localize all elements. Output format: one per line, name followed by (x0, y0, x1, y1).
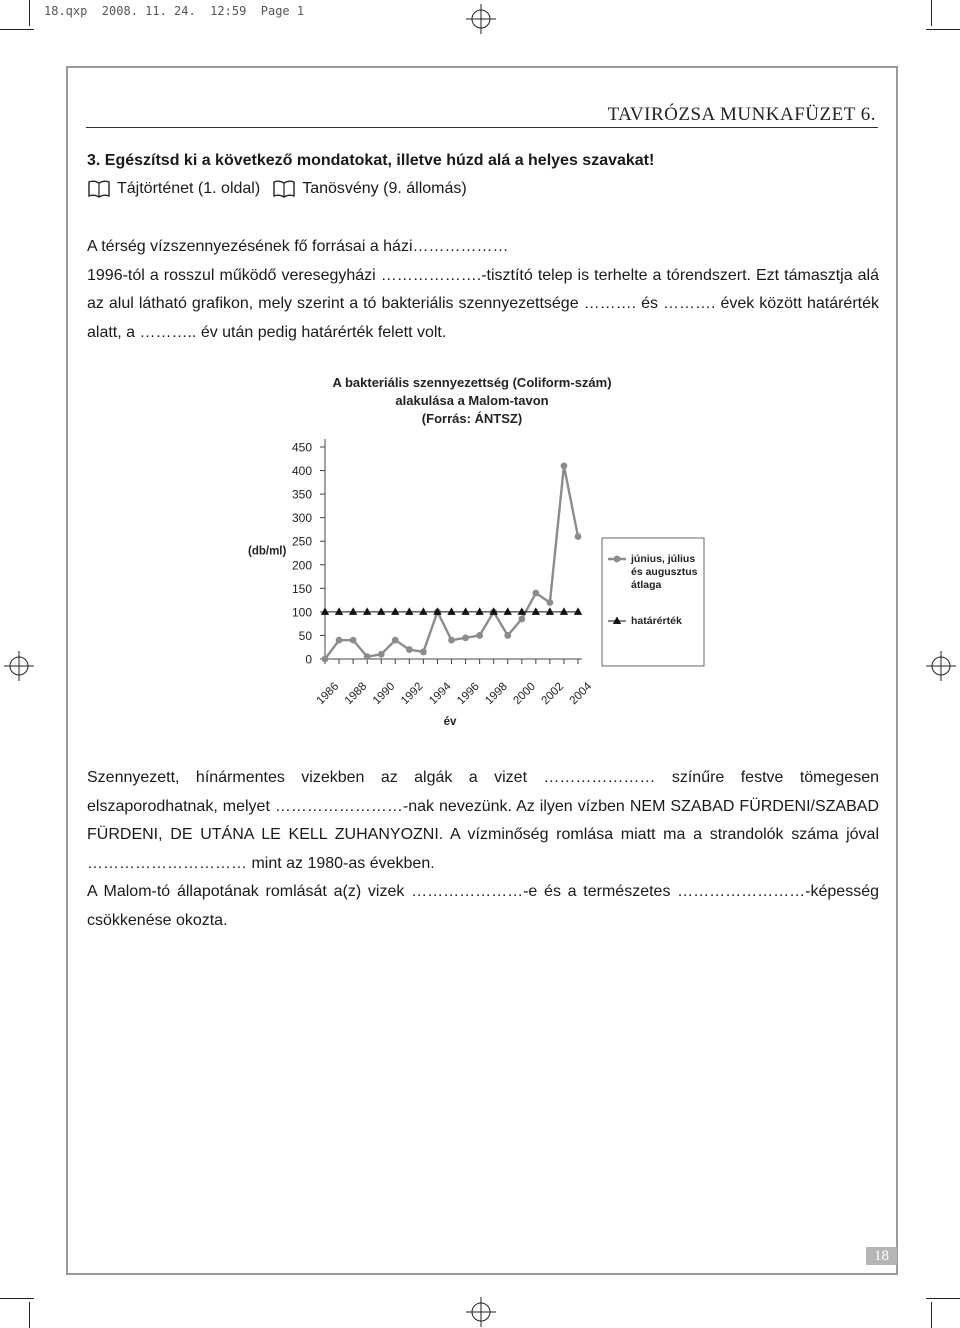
data-point-average (561, 462, 568, 469)
data-point-limit (447, 607, 455, 615)
registration-mark-right (926, 651, 956, 681)
y-axis-label: (db/ml) (248, 545, 287, 558)
data-point-average (364, 653, 371, 660)
exercise-text: 1996-tól a rosszul működő veresegyházi ……………….-tisztító telep is terhelte a tórendszert. Ezt támasztja alá az alul látható grafikon, mely szerint a tó bakteriális szennyezettsége ………. és ………. évek között határérték alatt, a ……….. év után pedig határérték felett volt. (87, 266, 879, 341)
source-item (272, 179, 467, 199)
crop-mark (931, 1302, 932, 1328)
header-divider (86, 127, 878, 128)
data-point-limit (504, 607, 512, 615)
book-icon (87, 179, 111, 199)
running-head: TAVIRÓZSA MUNKAFÜZET 6. (607, 104, 876, 125)
x-tick-label: 2004 (567, 680, 595, 708)
y-tick-label: 0 (305, 652, 312, 667)
source-label: Tanösvény (9. állomás) (302, 180, 467, 197)
task-title: 3. Egészítsd ki a következő mondatokat, illetve húzd alá a helyes szavakat! (87, 152, 655, 169)
exercise-text: Szennyezett, hínármentes vizekben az algák a vizet ………………… színűre festve tömegesen elszaporodhatnak, melyet ……………………-nak nevezünk. Az ilyen vízben NEM SZABAD FÜRDENI/SZABAD FÜRDENI, DE UTÁNA LE KELL ZUHANYOZNI. A vízminőség romlása miatt ma a strandolók száma jóval ………………………… mint az 1980-as években. (87, 769, 879, 872)
data-point-average (336, 637, 343, 644)
data-point-limit (321, 607, 329, 615)
registration-mark-left (4, 651, 34, 681)
x-axis-label: év (443, 716, 457, 728)
source-label: Tájtörténet (1. oldal) (117, 180, 261, 197)
registration-mark-top (466, 4, 496, 34)
exercise-line: A térség vízszennyezésének fő forrásai a házi……………… (87, 238, 509, 255)
y-tick-label: 150 (291, 581, 312, 596)
registration-mark-bottom (466, 1297, 496, 1327)
x-tick-label: 1994 (427, 680, 454, 708)
crop-mark (926, 29, 960, 30)
data-point-limit (349, 607, 357, 615)
page-number: 18 (866, 1247, 897, 1265)
x-tick-label: 1996 (455, 680, 482, 708)
x-tick-label: 1990 (370, 680, 398, 708)
data-point-average (546, 599, 553, 606)
crop-mark (926, 1298, 960, 1299)
data-point-limit (419, 607, 427, 615)
data-point-limit (546, 607, 554, 615)
exercise-text: A Malom-tó állapotának romlását a(z) vizek …………………-e és a természetes ……………………-képesség csökkenése okozta. (87, 883, 879, 929)
data-point-limit (363, 607, 371, 615)
data-point-average (378, 651, 385, 658)
x-tick-label: 1992 (398, 680, 426, 708)
legend-label-average: átlaga (631, 579, 662, 591)
data-point-limit (560, 607, 568, 615)
crop-mark (29, 1302, 30, 1328)
chart-title: (Forrás: ÁNTSZ) (421, 411, 523, 426)
y-tick-label: 200 (291, 558, 312, 573)
data-point-average (406, 646, 413, 653)
crop-mark (931, 0, 932, 26)
legend-label-average: június, július (631, 553, 696, 565)
data-point-limit (475, 607, 483, 615)
crop-mark (29, 0, 30, 26)
x-tick-label: 2000 (511, 680, 538, 708)
exercise-paragraph-2 (87, 764, 879, 935)
data-point-average (476, 632, 483, 639)
y-tick-label: 450 (291, 440, 312, 455)
x-tick-label: 1998 (483, 680, 510, 708)
data-point-average (448, 637, 455, 644)
chart-title: A bakteriális szennyezettség (Coliform-szám) (332, 375, 612, 390)
y-tick-label: 350 (291, 487, 312, 502)
data-point-limit (574, 607, 582, 615)
crop-mark (0, 29, 34, 30)
y-tick-label: 300 (291, 511, 312, 526)
data-point-average (532, 590, 539, 597)
bacterial-pollution-chart (240, 370, 720, 740)
series-line-average (325, 466, 578, 659)
exercise-paragraph-1 (87, 233, 879, 347)
y-tick-label: 50 (298, 628, 312, 643)
source-references (87, 179, 479, 199)
data-point-limit (405, 607, 413, 615)
legend-marker-average (614, 556, 621, 563)
data-point-limit (391, 607, 399, 615)
data-point-average (575, 533, 582, 540)
data-point-average (504, 632, 511, 639)
legend-label-limit: határérték (631, 615, 682, 627)
source-item (87, 179, 260, 199)
data-point-average (462, 634, 469, 641)
print-header: 18.qxp 2008. 11. 24. 12:59 Page 1 (44, 4, 305, 18)
x-tick-label: 1986 (314, 680, 342, 708)
data-point-average (518, 616, 525, 623)
legend-label-average: és augusztus (631, 566, 698, 578)
data-point-average (350, 637, 357, 644)
x-tick-label: 1988 (342, 680, 370, 708)
data-point-limit (532, 607, 540, 615)
data-point-average (392, 637, 399, 644)
crop-mark (0, 1298, 34, 1299)
y-tick-label: 250 (291, 534, 312, 549)
data-point-limit (335, 607, 343, 615)
book-icon (272, 179, 296, 199)
data-point-average (420, 649, 427, 656)
data-point-average (322, 656, 329, 663)
y-tick-label: 100 (291, 605, 312, 620)
x-tick-label: 2002 (539, 680, 567, 708)
data-point-limit (461, 607, 469, 615)
data-point-limit (377, 607, 385, 615)
chart-title: alakulása a Malom-tavon (395, 393, 549, 408)
y-tick-label: 400 (291, 464, 312, 479)
chart-svg (240, 370, 720, 740)
